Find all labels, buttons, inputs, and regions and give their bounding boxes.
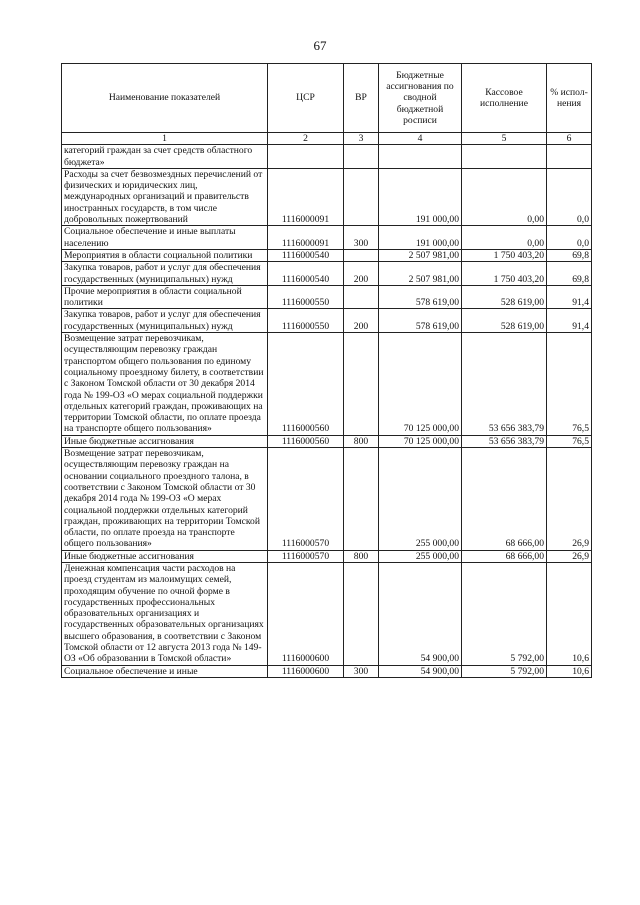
column-number: 5 bbox=[462, 133, 547, 145]
table-row bbox=[62, 168, 592, 225]
cell-budget: 70 125 000,00 bbox=[379, 333, 462, 436]
cell-csr: 1116000600 bbox=[268, 562, 344, 665]
cell-pct: 26,9 bbox=[547, 550, 592, 562]
cell-pct: 91,4 bbox=[547, 285, 592, 309]
cell-budget: 578 619,00 bbox=[379, 309, 462, 333]
column-number: 6 bbox=[547, 133, 592, 145]
header-name: Наименование показателей bbox=[62, 64, 268, 133]
column-number: 1 bbox=[62, 133, 268, 145]
header-budget: Бюджетные ассигнования по сводной бюджетной росписи bbox=[379, 64, 462, 133]
cell-name: Иные бюджетные ассигнования bbox=[62, 550, 268, 562]
cell-pct: 0,0 bbox=[547, 226, 592, 250]
table-row bbox=[62, 249, 592, 261]
table-row bbox=[62, 550, 592, 562]
cell-vr bbox=[344, 145, 379, 169]
budget-table bbox=[61, 63, 592, 678]
cell-name: Денежная компенсация части расходов на проезд студентам из малоимущих семей, проходящим обучение по очной форме в государственных профессиональных образовательных организациях и государственных образовательных организациях высшего образования, в соответствии с Законом Томской области от 12 августа 2013 года № 149-ОЗ «Об образовании в Томской области» bbox=[62, 562, 268, 665]
cell-cash: 5 792,00 bbox=[462, 562, 547, 665]
cell-name: Закупка товаров, работ и услуг для обеспечения государственных (муниципальных) нужд bbox=[62, 262, 268, 286]
cell-name: Возмещение затрат перевозчикам, осуществляющим перевозку граждан на основании социального проездного талона, в соответствии с Законом Томской области от 30 декабря 2014 года № 199-ОЗ «О мерах социальной поддержки отдельных категорий граждан, проживающих на территории Томской области, по оплате проезда на транспорте общего пользования» bbox=[62, 448, 268, 551]
header-vr: ВР bbox=[344, 64, 379, 133]
cell-budget: 2 507 981,00 bbox=[379, 262, 462, 286]
cell-vr: 300 bbox=[344, 665, 379, 677]
cell-vr: 200 bbox=[344, 262, 379, 286]
cell-cash: 5 792,00 bbox=[462, 665, 547, 677]
cell-name: Расходы за счет безвозмездных перечислений от физических и юридических лиц, международных организаций и правительств иностранных государств, в том числе добровольных пожертвований bbox=[62, 168, 268, 225]
cell-pct: 26,9 bbox=[547, 448, 592, 551]
cell-name: Мероприятия в области социальной политики bbox=[62, 249, 268, 261]
cell-pct: 76,5 bbox=[547, 435, 592, 447]
cell-vr bbox=[344, 562, 379, 665]
cell-name: Закупка товаров, работ и услуг для обеспечения государственных (муниципальных) нужд bbox=[62, 309, 268, 333]
cell-pct: 76,5 bbox=[547, 333, 592, 436]
table-row bbox=[62, 145, 592, 169]
cell-budget: 255 000,00 bbox=[379, 550, 462, 562]
cell-pct: 0,0 bbox=[547, 168, 592, 225]
cell-pct: 10,6 bbox=[547, 665, 592, 677]
cell-csr: 1116000550 bbox=[268, 285, 344, 309]
cell-csr: 1116000600 bbox=[268, 665, 344, 677]
table-header-row bbox=[62, 64, 592, 133]
cell-pct: 10,6 bbox=[547, 562, 592, 665]
cell-csr: 1116000560 bbox=[268, 333, 344, 436]
cell-csr: 1116000550 bbox=[268, 309, 344, 333]
table-row bbox=[62, 333, 592, 436]
cell-vr bbox=[344, 333, 379, 436]
cell-vr bbox=[344, 249, 379, 261]
cell-pct: 69,8 bbox=[547, 262, 592, 286]
cell-cash bbox=[462, 145, 547, 169]
table-row bbox=[62, 226, 592, 250]
cell-cash: 68 666,00 bbox=[462, 550, 547, 562]
cell-vr bbox=[344, 448, 379, 551]
cell-budget: 54 900,00 bbox=[379, 665, 462, 677]
cell-budget: 54 900,00 bbox=[379, 562, 462, 665]
cell-csr: 1116000570 bbox=[268, 550, 344, 562]
cell-csr bbox=[268, 145, 344, 169]
table-row bbox=[62, 665, 592, 677]
cell-name: Прочие мероприятия в области социальной политики bbox=[62, 285, 268, 309]
cell-budget: 255 000,00 bbox=[379, 448, 462, 551]
header-csr: ЦСР bbox=[268, 64, 344, 133]
column-number: 2 bbox=[268, 133, 344, 145]
cell-vr: 800 bbox=[344, 435, 379, 447]
cell-cash: 0,00 bbox=[462, 226, 547, 250]
cell-name: Возмещение затрат перевозчикам, осуществляющим перевозку граждан транспортом общего пользования по единому социальному проездному билету, в соответствии с Законом Томской области от 30 декабря 2014 года № 199-ОЗ «О мерах социальной поддержки отдельных категорий граждан, проживающих на территории Томской области, по оплате проезда на транспорте общего пользования» bbox=[62, 333, 268, 436]
table-row bbox=[62, 262, 592, 286]
column-number: 4 bbox=[379, 133, 462, 145]
cell-vr: 200 bbox=[344, 309, 379, 333]
page-number: 67 bbox=[313, 38, 327, 53]
cell-cash: 53 656 383,79 bbox=[462, 435, 547, 447]
cell-budget: 578 619,00 bbox=[379, 285, 462, 309]
header-cash: Кассовое исполнение bbox=[462, 64, 547, 133]
table-row bbox=[62, 562, 592, 665]
cell-pct: 91,4 bbox=[547, 309, 592, 333]
cell-cash: 528 619,00 bbox=[462, 285, 547, 309]
table-row bbox=[62, 448, 592, 551]
cell-cash: 528 619,00 bbox=[462, 309, 547, 333]
table-row bbox=[62, 285, 592, 309]
header-pct: % испол-нения bbox=[547, 64, 592, 133]
cell-budget: 191 000,00 bbox=[379, 226, 462, 250]
cell-cash: 1 750 403,20 bbox=[462, 249, 547, 261]
cell-cash: 68 666,00 bbox=[462, 448, 547, 551]
cell-budget: 191 000,00 bbox=[379, 168, 462, 225]
cell-csr: 1116000091 bbox=[268, 168, 344, 225]
cell-vr bbox=[344, 168, 379, 225]
cell-name: Социальное обеспечение и иные bbox=[62, 665, 268, 677]
cell-name: Иные бюджетные ассигнования bbox=[62, 435, 268, 447]
cell-vr: 300 bbox=[344, 226, 379, 250]
cell-name: Социальное обеспечение и иные выплаты населению bbox=[62, 226, 268, 250]
cell-name: категорий граждан за счет средств областного бюджета» bbox=[62, 145, 268, 169]
cell-budget: 70 125 000,00 bbox=[379, 435, 462, 447]
cell-pct bbox=[547, 145, 592, 169]
cell-cash: 0,00 bbox=[462, 168, 547, 225]
cell-csr: 1116000540 bbox=[268, 262, 344, 286]
cell-csr: 1116000560 bbox=[268, 435, 344, 447]
cell-csr: 1116000540 bbox=[268, 249, 344, 261]
cell-budget bbox=[379, 145, 462, 169]
column-number: 3 bbox=[344, 133, 379, 145]
table-row bbox=[62, 309, 592, 333]
cell-cash: 53 656 383,79 bbox=[462, 333, 547, 436]
cell-pct: 69,8 bbox=[547, 249, 592, 261]
cell-csr: 1116000570 bbox=[268, 448, 344, 551]
cell-budget: 2 507 981,00 bbox=[379, 249, 462, 261]
table-row bbox=[62, 435, 592, 447]
column-number-row bbox=[62, 133, 592, 145]
cell-vr bbox=[344, 285, 379, 309]
cell-csr: 1116000091 bbox=[268, 226, 344, 250]
cell-cash: 1 750 403,20 bbox=[462, 262, 547, 286]
cell-vr: 800 bbox=[344, 550, 379, 562]
